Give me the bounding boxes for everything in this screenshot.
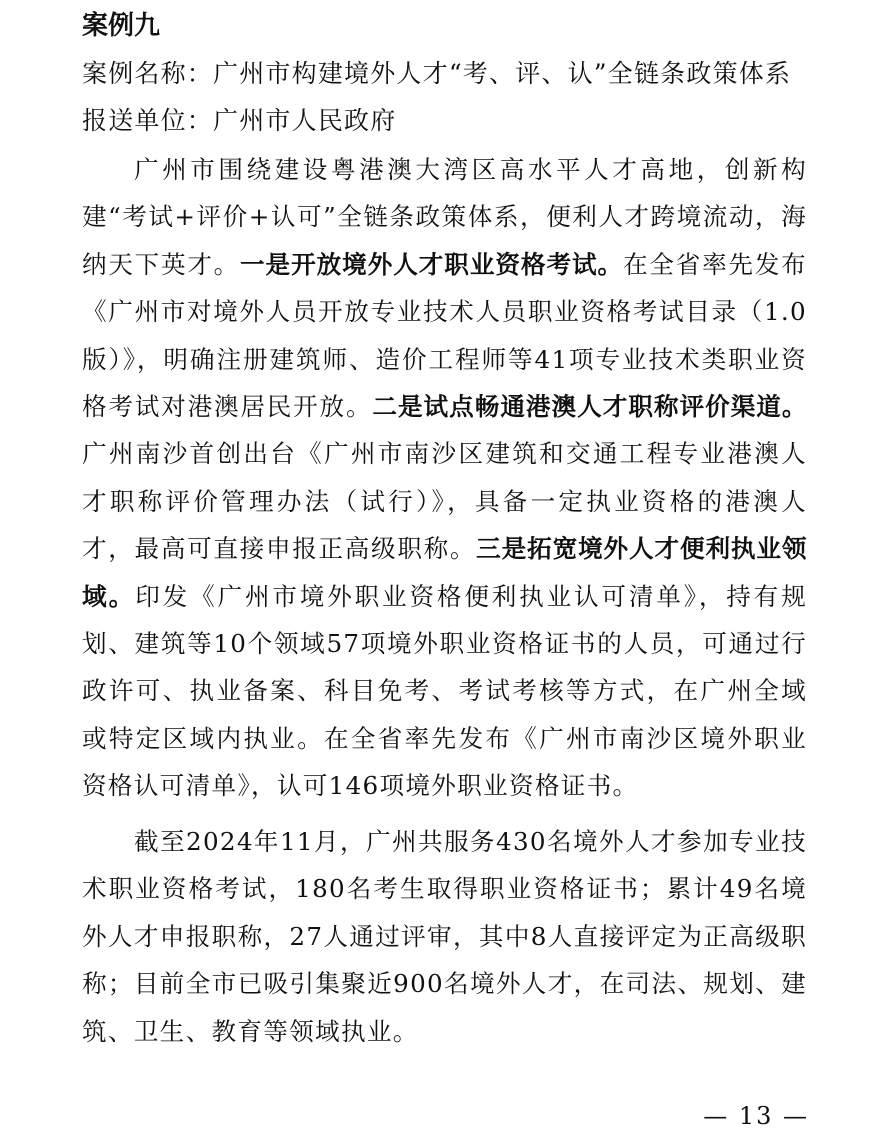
report-unit-line <box>82 101 396 141</box>
case-title: 案例九 <box>82 11 161 41</box>
lead-point-1: 一是开放境外人才职业资格考试。 <box>240 249 624 279</box>
case-name-line <box>82 54 791 94</box>
point-3-text: 印发《广州市境外职业资格便利执业认可清单》，持有规划、建筑等10个领域57项境外职业资格证书的人员，可通过行政许可、执业备案、科目免考、考试考核等方式，在广州全域或特定区域内执业。在全省率先发布《广州市南沙区境外职业资格认可清单》，认可146项境外职业资格证书。 <box>82 581 807 801</box>
report-unit-label: 报送单位： <box>82 106 214 135</box>
point-2-text: 广州南沙首创出台《广州市南沙区建筑和交通工程专业港澳人才职称评价管理办法（试行）》，具备一定执业资格的港澳人才，最高可直接申报正高级职称。 <box>82 439 807 564</box>
paragraph-intro: 广州市围绕建设粤港澳大湾区高水平人才高地，创新构建“考试+评价+认可”全链条政策体系，便利人才跨境流动，海纳天下英才。 <box>82 155 807 279</box>
body-paragraph-1 <box>82 146 807 810</box>
body-paragraph-2: 截至2024年11月，广州共服务430名境外人才参加专业技术职业资格考试，180名考生取得职业资格证书；累计49名境外人才申报职称，27人通过评审，其中8人直接评定为正高级职称；目前全市已吸引集聚近900名境外人才，在司法、规划、建筑、卫生、教育等领域执业。 <box>82 827 807 1046</box>
case-name-value: 广州市构建境外人才“考、评、认”全链条政策体系 <box>213 59 792 88</box>
report-unit-value: 广州市人民政府 <box>213 106 397 135</box>
lead-point-2: 二是试点畅通港澳人才职称评价渠道。 <box>372 392 807 422</box>
case-name-label: 案例名称： <box>82 59 214 88</box>
page-number: — 13 — <box>703 1102 809 1130</box>
point-1-text: 在全省率先发布《广州市对境外人员开放专业技术人员职业资格考试目录（1.0版）》，明确注册建筑师、造价工程师等41项专业技术类职业资格考试对港澳居民开放。 <box>82 249 807 422</box>
lead-point-3: 三是拓宽境外人才便利执业领域。 <box>82 534 807 611</box>
